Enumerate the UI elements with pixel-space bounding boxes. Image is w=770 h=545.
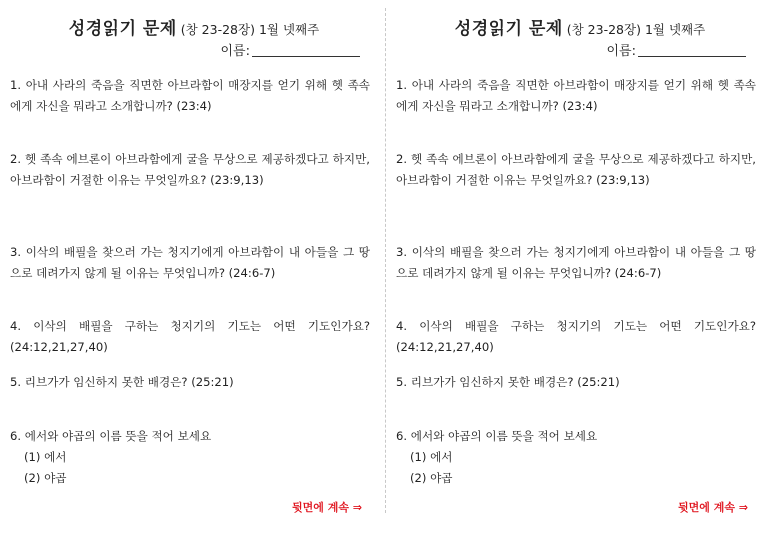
question-6: [396, 426, 756, 489]
worksheet-title: [10, 14, 378, 39]
question-6: [10, 426, 370, 489]
title-main: 성경읽기 문제: [454, 19, 563, 39]
continue-on-back-note: 뒷면에 계속 ⇒: [677, 501, 748, 514]
title-week: 1월 넷째주: [258, 22, 320, 37]
question-6-text: 6. 에서와 야곱의 이름 뜻을 적어 보세요: [396, 429, 598, 443]
sub-item-jacob: (2) 야곱: [24, 471, 67, 485]
sub-item-esau: (1) 에서: [410, 450, 453, 464]
question-6-text: 6. 에서와 야곱의 이름 뜻을 적어 보세요: [10, 429, 212, 443]
name-field: [607, 40, 747, 59]
name-blank-line[interactable]: [252, 43, 360, 57]
question-1: 1. 아내 사라의 죽음을 직면한 아브라함이 매장지를 얻기 위해 헷 족속에게 자신을 뭐라고 소개합니까? (23:4): [396, 78, 756, 113]
name-field: [221, 40, 361, 59]
question-5: 5. 리브가가 임신하지 못한 배경은? (25:21): [396, 375, 620, 389]
question-3: 3. 이삭의 배필을 찾으러 가는 청지기에게 아브라함이 내 아들을 그 땅으로 데려가지 않게 될 이유는 무엇입니까? (24:6-7): [10, 245, 370, 280]
cut-line-divider: [385, 8, 386, 513]
question-3: 3. 이삭의 배필을 찾으러 가는 청지기에게 아브라함이 내 아들을 그 땅으로 데려가지 않게 될 이유는 무엇입니까? (24:6-7): [396, 245, 756, 280]
sub-item-jacob: (2) 야곱: [410, 471, 453, 485]
question-5: 5. 리브가가 임신하지 못한 배경은? (25:21): [10, 375, 234, 389]
title-chapter-range: (창 23-28장): [566, 22, 641, 37]
worksheet-right: [396, 0, 764, 545]
continue-on-back-note: 뒷면에 계속 ⇒: [291, 501, 362, 514]
name-label: 이름:: [606, 44, 636, 59]
worksheet-title: [396, 14, 764, 39]
question-1: 1. 아내 사라의 죽음을 직면한 아브라함이 매장지를 얻기 위해 헷 족속에게 자신을 뭐라고 소개합니까? (23:4): [10, 78, 370, 113]
name-blank-line[interactable]: [638, 43, 746, 57]
question-2: 2. 헷 족속 에브론이 아브라함에게 굴을 무상으로 제공하겠다고 하지만, 아브라함이 거절한 이유는 무엇일까요? (23:9,13): [396, 152, 756, 187]
question-4: 4. 이삭의 배필을 구하는 청지기의 기도는 어떤 기도인가요? (24:12,21,27,40): [396, 319, 756, 354]
name-label: 이름:: [220, 44, 250, 59]
sub-item-esau: (1) 에서: [24, 450, 67, 464]
question-4: 4. 이삭의 배필을 구하는 청지기의 기도는 어떤 기도인가요? (24:12,21,27,40): [10, 319, 370, 354]
question-2: 2. 헷 족속 에브론이 아브라함에게 굴을 무상으로 제공하겠다고 하지만, 아브라함이 거절한 이유는 무엇일까요? (23:9,13): [10, 152, 370, 187]
title-week: 1월 넷째주: [644, 22, 706, 37]
title-chapter-range: (창 23-28장): [180, 22, 255, 37]
title-main: 성경읽기 문제: [68, 19, 177, 39]
worksheet-left: [10, 0, 378, 545]
